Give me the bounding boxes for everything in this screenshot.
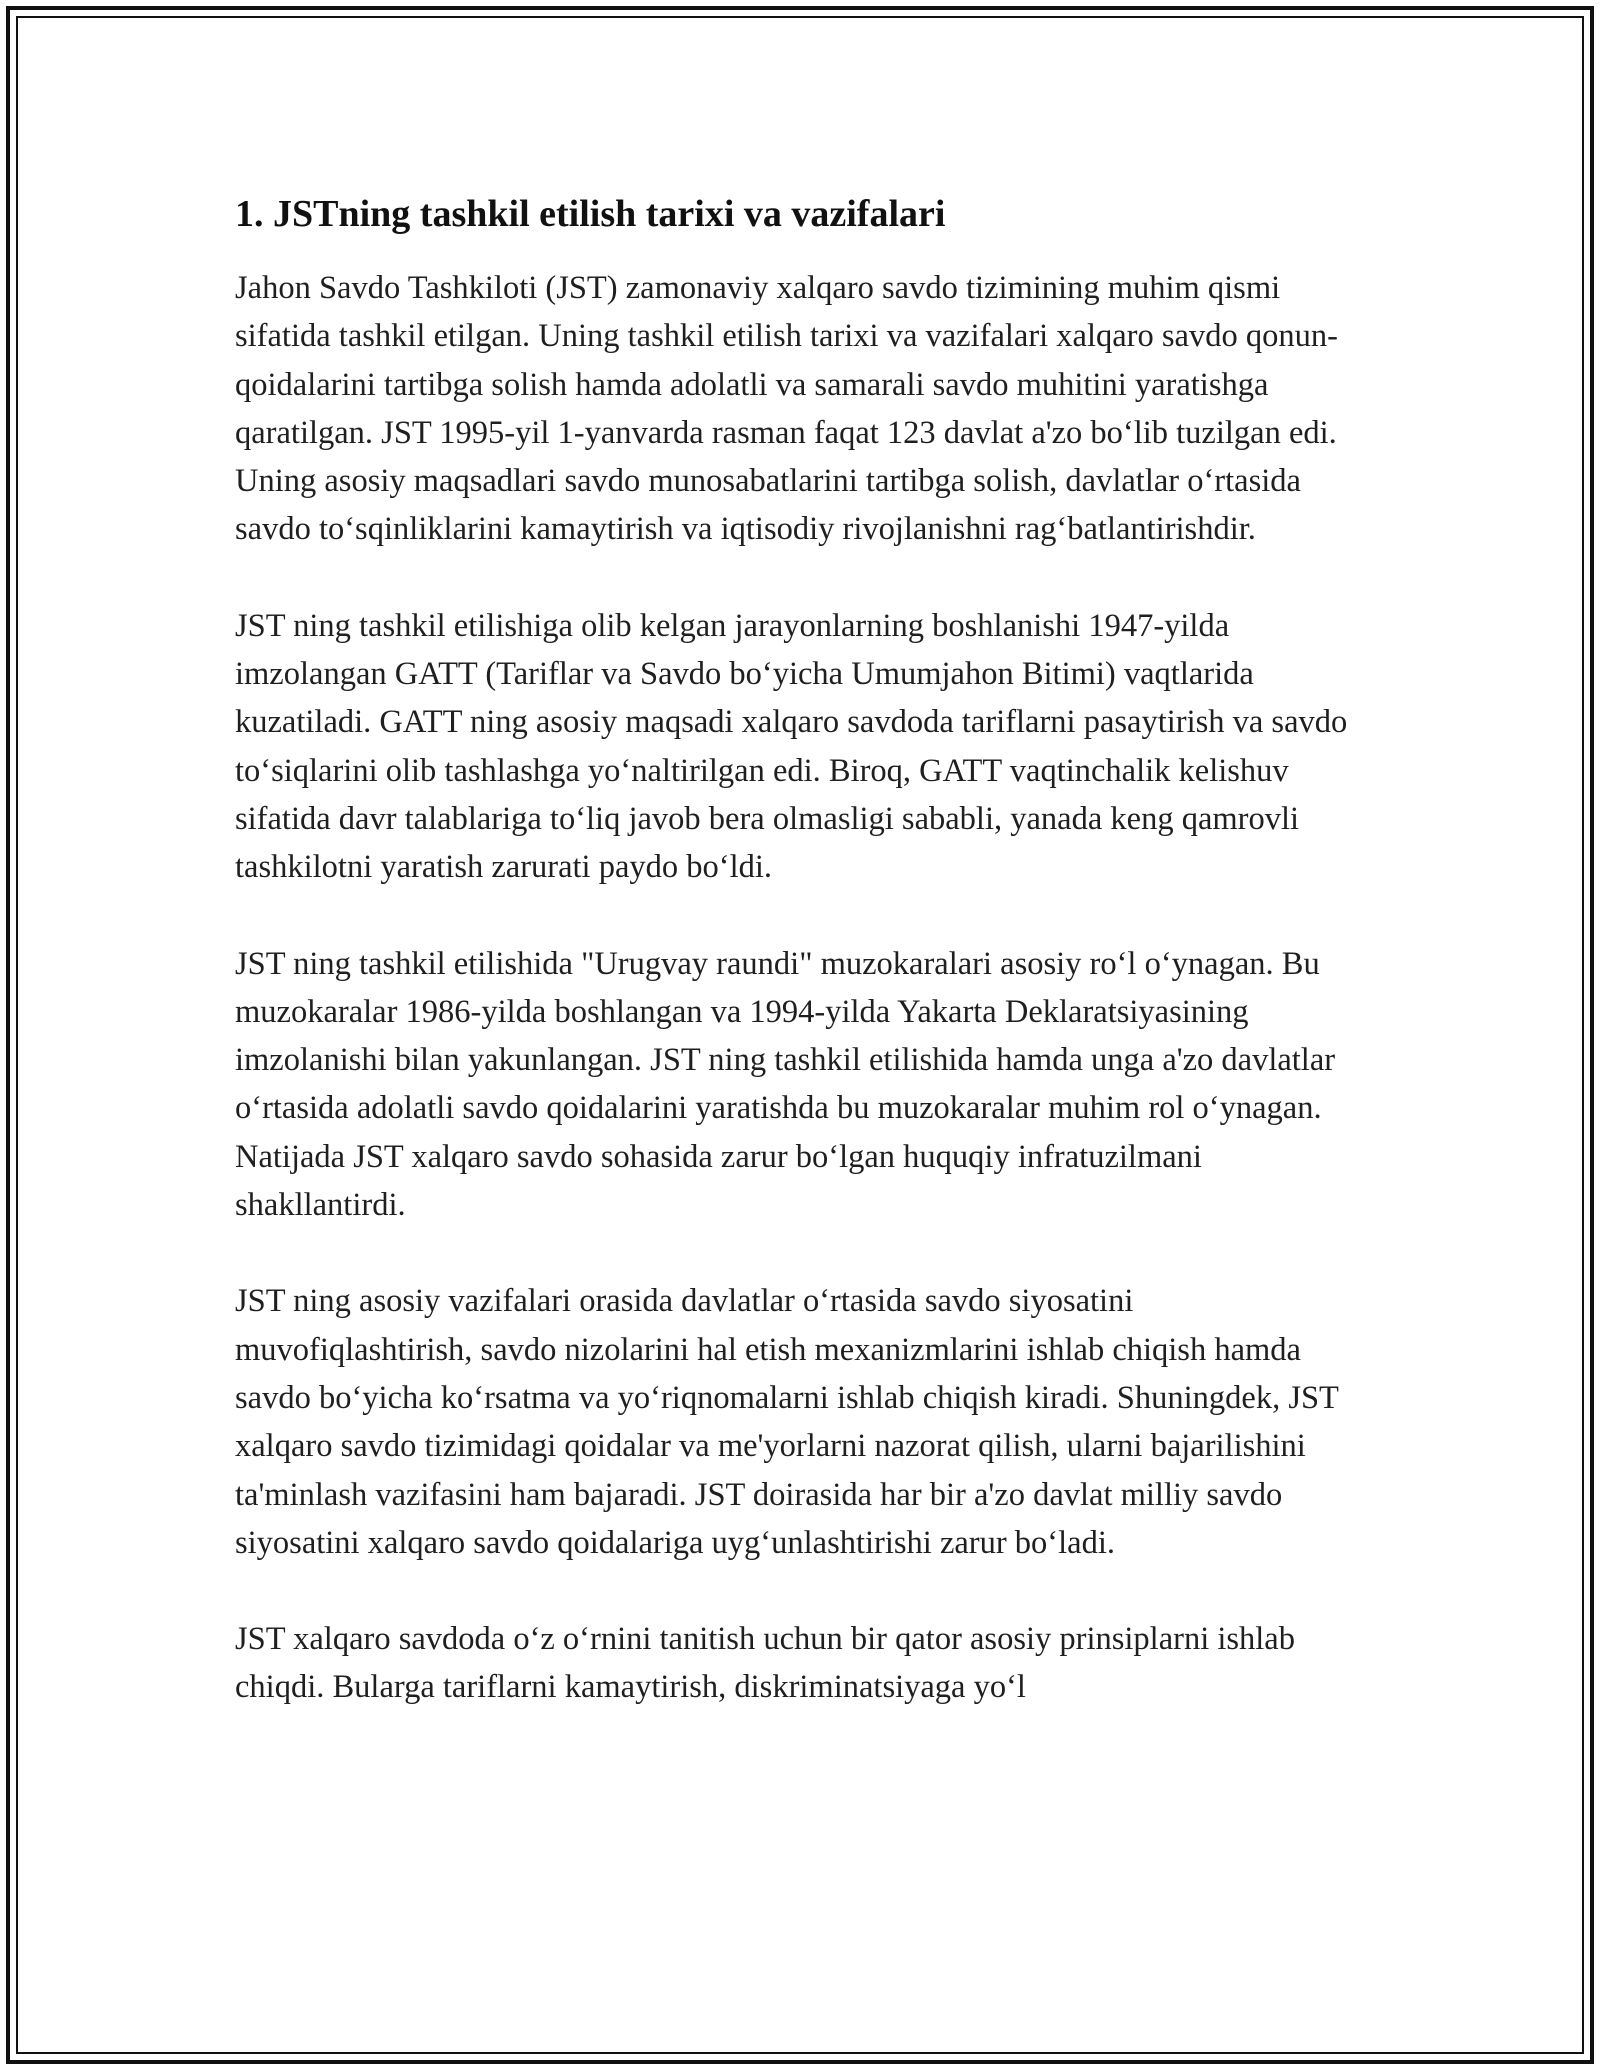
paragraph-3: JST ning tashkil etilishida "Urugvay raundi" muzokaralari asosiy ro‘l o‘ynagan. Bu muzokaralar 1986-yilda boshlangan va 1994-yilda Yakarta Deklaratsiyasining imzolanishi bilan yakunlangan. JST ning tashkil etilishida hamda unga a'zo davlatlar o‘rtasida adolatli savdo qoidalarini yaratishda bu muzokaralar muhim rol o‘ynagan. Natijada JST xalqaro savdo sohasida zarur bo‘lgan huquqiy infratuzilmani shakllantirdi. [235,945,1336,1224]
paragraph-5: JST xalqaro savdoda o‘z o‘rnini tanitish uchun bir qator asosiy prinsiplarni ishlab chiqdi. Bularga tariflarni kamaytirish, diskriminatsiyaga yo‘l [235,1621,1295,1706]
paragraph-4: JST ning asosiy vazifalari orasida davlatlar o‘rtasida savdo siyosatini muvofiqlashtirish, savdo nizolarini hal etish mexanizmlarini ishlab chiqish hamda savdo bo‘yicha ko‘rsatma va yo‘riqnomalarni ishlab chiqish kiradi. Shuningdek, JST xalqaro savdo tizimidagi qoidalar va me'yorlarni nazorat qilish, ularni bajarilishini ta'minlash vazifasini ham bajaradi. JST doirasida har bir a'zo davlat milliy savdo siyosatini xalqaro savdo qoidalariga uyg‘unlashtirishi zarur bo‘ladi. [235,1283,1339,1561]
section-heading: 1. JSTning tashkil etilish tarixi va vazifalari [235,193,946,235]
document-body [235,186,1375,1760]
paragraph-2: JST ning tashkil etilishiga olib kelgan jarayonlarning boshlanishi 1947-yilda imzolangan GATT (Tariflar va Savdo bo‘yicha Umumjahon Bitimi) vaqtlarida kuzatiladi. GATT ning asosiy maqsadi xalqaro savdoda tariflarni pasaytirish va savdo to‘siqlarini olib tashlashga yo‘naltirilgan edi. Biroq, GATT vaqtinchalik kelishuv sifatida davr talablariga to‘liq javob bera olmasligi sababli, yanada keng qamrovli tashkilotni yaratish zarurati paydo bo‘ldi. [235,607,1348,886]
paragraph-1: Jahon Savdo Tashkiloti (JST) zamonaviy xalqaro savdo tizimining muhim qismi sifatida tashkil etilgan. Uning tashkil etilish tarixi va vazifalari xalqaro savdo qonun-qoidalarini tartibga solish hamda adolatli va samarali savdo muhitini yaratishga qaratilgan. JST 1995-yil 1-yanvarda rasman faqat 123 davlat a'zo bo‘lib tuzilgan edi. Uning asosiy maqsadlari savdo munosabatlarini tartibga solish, davlatlar o‘rtasida savdo to‘sqinliklarini kamaytirish va iqtisodiy rivojlanishni rag‘batlantirishdir. [235,270,1338,548]
